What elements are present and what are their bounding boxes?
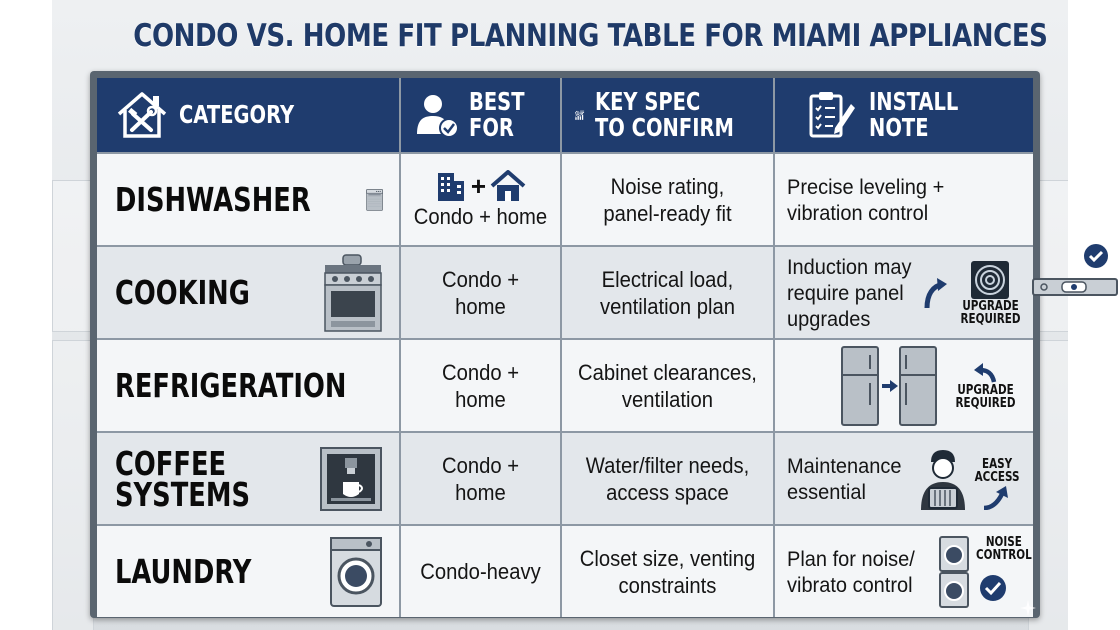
header-best-for	[400, 78, 561, 153]
best-for-text: Condo-heavy	[420, 559, 541, 584]
install-note-line1: Maintenance	[787, 453, 902, 478]
table-row-cooking	[97, 246, 1033, 339]
key-spec-line1: Cabinet clearances,	[578, 359, 757, 385]
house-tools-icon	[115, 90, 169, 140]
level-tool-icon	[1032, 276, 1118, 298]
table-row-coffee-systems	[97, 432, 1033, 525]
key-spec-line1: Water/filter needs,	[585, 452, 750, 478]
best-for-line2: home	[455, 293, 506, 319]
best-for-line1: Condo +	[441, 359, 520, 385]
category-name: COOKING	[115, 273, 250, 312]
washing-machine-icon	[329, 536, 383, 608]
technician-icon	[917, 448, 969, 510]
header-key-spec	[561, 78, 774, 153]
tag-line1: UPGRADE	[957, 382, 1014, 398]
building-icon	[435, 169, 467, 203]
coffee-machine-icon	[319, 446, 383, 512]
key-spec-line2: panel-ready fit	[603, 200, 732, 226]
key-spec-line1: Closet size, venting	[579, 545, 756, 571]
tag-line2: REQUIRED	[960, 311, 1021, 327]
header-install-note-line2: NOTE	[869, 113, 929, 142]
tag-line2: ACCESS	[974, 469, 1020, 485]
curved-arrow-icon	[972, 362, 998, 384]
table-row-dishwasher: DISHWASHER + Condo + home Noise rating, panel-ready fit Precise leveling + vibration control	[97, 153, 1033, 246]
install-note-line1: Induction may	[787, 254, 912, 279]
best-for-text: Condo + home	[413, 204, 548, 229]
curved-arrow-icon	[982, 484, 1012, 510]
key-spec-line2: ventilation plan	[599, 293, 736, 319]
tag-line1: NOISE	[985, 534, 1022, 550]
category-name: LAUNDRY	[115, 552, 252, 591]
header-best-for-line2: FOR	[469, 113, 514, 142]
category-name: REFRIGERATION	[115, 366, 347, 405]
curved-arrow-icon	[921, 276, 949, 310]
key-spec-line2: constraints	[618, 572, 717, 598]
table-row-laundry	[97, 525, 1033, 617]
table-row-refrigeration	[97, 339, 1033, 432]
tag-line1: UPGRADE	[962, 298, 1019, 314]
sparkle-icon	[1020, 600, 1036, 616]
check-icon	[1083, 243, 1109, 269]
install-note-line3: upgrades	[787, 306, 871, 331]
install-note-line2: vibrato control	[787, 572, 913, 597]
header-install-note-line1: INSTALL	[869, 87, 959, 116]
header-row	[97, 78, 1033, 153]
page-title: CONDO VS. HOME FIT PLANNING TABLE FOR MIAMI APPLIANCES	[133, 18, 1048, 54]
tag-line1: EASY	[981, 456, 1012, 472]
range-stove-icon	[323, 253, 383, 333]
header-key-spec-line1: KEY SPEC	[594, 87, 701, 116]
header-category-label: CATEGORY	[179, 100, 295, 129]
category-name: DISHWASHER	[115, 180, 311, 219]
header-best-for-line1: BEST	[469, 87, 525, 116]
install-note-line2: essential	[787, 479, 866, 504]
category-name-line1: COFFEE	[115, 443, 227, 483]
induction-coil-icon	[970, 260, 1010, 300]
header-install-note	[774, 78, 1033, 153]
tag-line2: REQUIRED	[955, 395, 1016, 411]
planning-table	[97, 78, 1033, 617]
gear-chart-icon	[574, 91, 585, 139]
install-note-line1: Precise leveling +	[787, 174, 945, 199]
best-for-line1: Condo +	[441, 266, 520, 292]
user-check-icon	[415, 92, 459, 138]
dishwasher-icon	[366, 163, 383, 237]
install-note-line2: require panel	[787, 280, 904, 305]
house-icon	[490, 170, 526, 202]
stacked-laundry-icon	[939, 536, 969, 608]
best-for-line1: Condo +	[441, 452, 520, 478]
category-name-line2: SYSTEMS	[115, 474, 251, 514]
install-note-line1: Plan for noise/	[787, 546, 915, 571]
clipboard-pen-icon	[807, 90, 859, 140]
key-spec-line2: ventilation	[621, 386, 714, 412]
check-icon	[979, 574, 1007, 602]
best-for-line2: home	[455, 386, 506, 412]
key-spec-line1: Noise rating,	[610, 173, 725, 199]
best-for-line2: home	[455, 479, 506, 505]
key-spec-line2: access space	[606, 479, 729, 505]
tag-line2: CONTROL	[975, 547, 1032, 563]
install-note-line2: vibration control	[787, 200, 929, 225]
fridge-swap-icon	[840, 345, 938, 427]
header-category	[97, 78, 400, 153]
key-spec-line1: Electrical load,	[601, 266, 734, 292]
header-key-spec-line2: TO CONFIRM	[594, 113, 734, 142]
